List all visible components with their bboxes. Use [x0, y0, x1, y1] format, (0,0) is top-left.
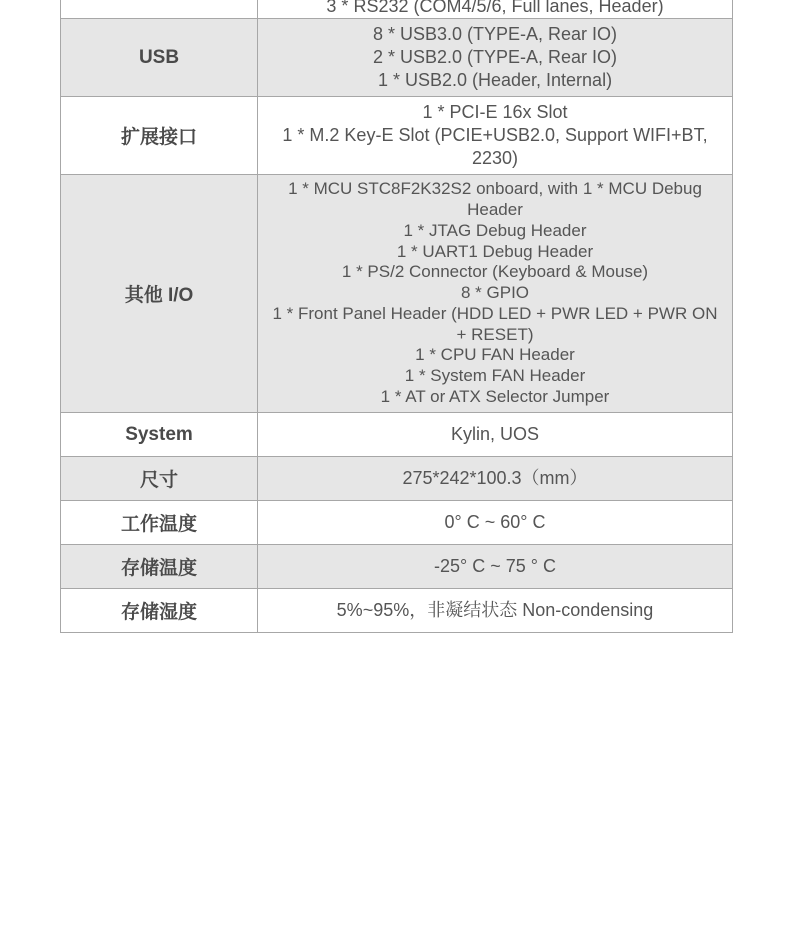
spec-row-operating-temperature: [61, 501, 733, 545]
spec-row-uart: [61, 0, 733, 19]
spec-value-line: 1 * USB2.0 (Header, Internal): [377, 69, 613, 90]
spec-value-system: [258, 413, 733, 457]
spec-value-line: 1 * MCU STC8F2K32S2 onboard, with 1 * MCU Debug Header: [288, 179, 702, 219]
spec-value-operating-temperature: [258, 501, 733, 545]
spec-value-size: [258, 457, 733, 501]
spec-label-usb: USB: [61, 19, 258, 97]
spec-label-expansion: 扩展接口: [61, 97, 258, 175]
spec-value-line: 1 * System FAN Header: [404, 366, 586, 386]
spec-value-storage-temperature: [258, 545, 733, 589]
spec-row-usb: [61, 19, 733, 97]
spec-label-uart: [61, 0, 258, 19]
spec-value-line: Kylin, UOS: [450, 424, 540, 445]
spec-value-line: 1 * M.2 Key-E Slot (PCIE+USB2.0, Support WIFI+BT, 2230): [282, 125, 708, 168]
spec-table: [60, 0, 733, 633]
spec-value-line: 3 * RS232 (COM4/5/6, Full lanes, Header): [326, 0, 664, 17]
spec-label-storage-humidity: 存储湿度: [61, 589, 258, 633]
spec-value-line: 1 * JTAG Debug Header: [403, 220, 587, 240]
spec-value-line: 8 * USB3.0 (TYPE-A, Rear IO): [372, 24, 618, 45]
spec-value-line: 1 * Front Panel Header (HDD LED + PWR LED + PWR ON + RESET): [272, 303, 718, 344]
spec-row-system: [61, 413, 733, 457]
spec-label-other-io: 其他 I/O: [61, 175, 258, 413]
spec-label-operating-temperature: 工作温度: [61, 501, 258, 545]
spec-row-expansion: [61, 97, 733, 175]
spec-value-line: 1 * UART1 Debug Header: [396, 241, 594, 261]
spec-value-uart: [258, 0, 733, 19]
spec-value-usb: [258, 19, 733, 97]
spec-value-line: 1 * PS/2 Connector (Keyboard & Mouse): [341, 262, 649, 282]
spec-value-line: -25° C ~ 75 ° C: [434, 556, 556, 577]
spec-row-storage-humidity: [61, 589, 733, 633]
spec-value-line: 275*242*100.3（mm）: [402, 468, 588, 489]
spec-row-other-io: [61, 175, 733, 413]
spec-value-line: 5%~95%，非凝结状态 Non-condensing: [336, 600, 654, 621]
spec-value-line: 0° C ~ 60° C: [444, 512, 546, 533]
spec-value-line: 1 * AT or ATX Selector Jumper: [380, 387, 610, 407]
spec-value-line: 2 * USB2.0 (TYPE-A, Rear IO): [372, 47, 618, 68]
spec-row-size: [61, 457, 733, 501]
spec-value-line: 1 * PCI-E 16x Slot: [422, 102, 568, 123]
spec-value-line: 1 * CPU FAN Header: [415, 345, 575, 365]
spec-label-system: System: [61, 413, 258, 457]
spec-label-size: 尺寸: [61, 457, 258, 501]
spec-row-storage-temperature: [61, 545, 733, 589]
spec-value-line: 8 * GPIO: [460, 283, 530, 303]
spec-label-storage-temperature: 存储温度: [61, 545, 258, 589]
spec-value-expansion: [258, 97, 733, 175]
spec-value-other-io: [258, 175, 733, 413]
spec-value-storage-humidity: [258, 589, 733, 633]
